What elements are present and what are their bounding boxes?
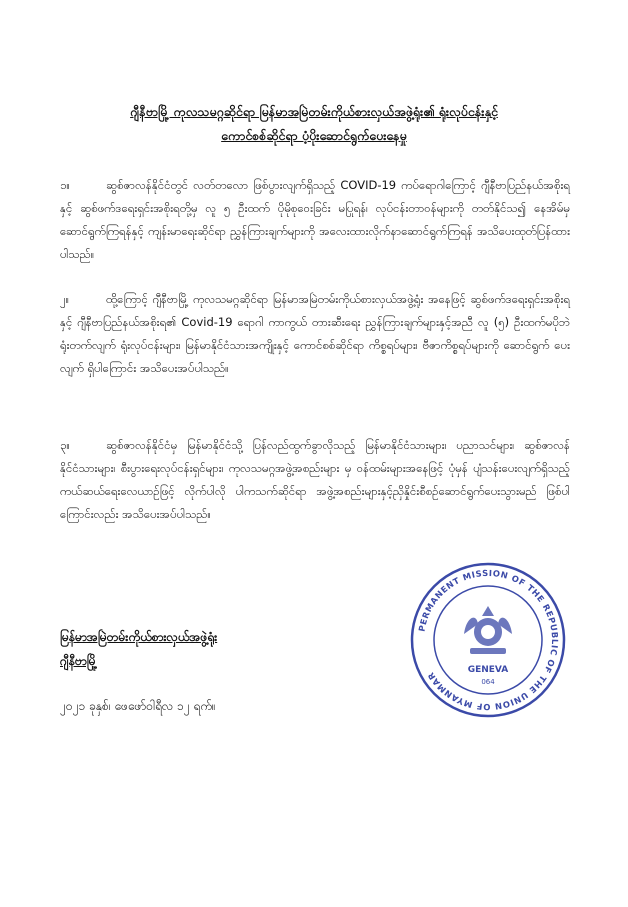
paragraph-number: ၁။ [60,178,70,192]
paragraph-text: ဆွစ်ဇာလန်နိုင်ငံမှ မြန်မာနိုင်ငံသို့ ပြန်လည်ထွက်ခွာလိုသည့် မြန်မာနိုင်ငံသားများ၊ ပညာသင်များ၊ ဆွစ်ဇာလန်နိုင်ငံသားများ၊ စီးပွားရေးလုပ်ငန်းရှင်များ၊ ကုလသမဂ္ဂအဖွဲ့အစည်းများ မှ ဝန်ထမ်းများအနေဖြင့် ပုံမှန် ပျံသန်းပေးလျက်ရှိသည့် ကယ်ဆယ်ရေးလေယာဉ်ဖြင့် လိုက်ပါလို ပါကသက်ဆိုင်ရာ အဖွဲ့အစည်းများနှင့်ညှိနှိုင်းစီစဉ်ဆောင်ရွက်ပေးသွားမည် ဖြစ်ပါကြောင်းလည်း အသိပေးအပ်ပါသည်။ [60,438,570,521]
official-seal [408,560,568,724]
title-line-1: ဂျီနီဗာမြို့ ကုလသမဂ္ဂဆိုင်ရာ မြန်မာအမြဲတမ်းကိုယ်စားလှယ်အဖွဲ့ရုံး၏ ရုံးလုပ်ငန်းနှင့် [130,104,498,119]
seal-stamp-icon [408,560,568,720]
paragraph-3 [60,434,570,526]
seal-city: GENEVA [467,665,509,675]
paragraph-text: ဆွစ်ဇာလန်နိုင်ငံတွင် လတ်တလော ဖြစ်ပွားလျက်ရှိသည့် COVID-19 ကပ်ရောဂါကြောင့် ဂျီနီဗာပြည်နယ်အစိုးရနှင့် ဆွစ်ဖက်ဒရေးရှင်းအစိုးရတို့မှ လူ ၅ ဦးထက် ပိုမိုစုဝေးခြင်း မပြုရန်၊ လုပ်ငန်းတာဝန်များကို တတ်နိုင်သ၍ နေအိမ်မှ ဆောင်ရွက်ကြရန်နှင့် ကျန်းမာရေးဆိုင်ရာ ညွှန်ကြားချက်များကို အလေးထားလိုက်နာဆောင်ရွက်ကြရန် အသိပေးထုတ်ပြန်ထားပါသည်။ [60,178,570,261]
signature-line-1: မြန်မာအမြဲတမ်းကိုယ်စားလှယ်အဖွဲ့ရုံး [60,630,218,644]
paragraph-1 [60,174,570,266]
paragraph-2 [60,288,570,380]
paragraph-number: ၂။ [60,292,70,306]
seal-number: 064 [481,678,495,686]
date-line: ၂၀၂၁ ခုနှစ်၊ ဖေဖော်ဝါရီလ ၁၂ ရက်။ [60,699,216,713]
title-line-2: ကောင်စစ်ဆိုင်ရာ ပံ့ပိုးဆောင်ရွက်ပေးနေမှု [221,128,407,143]
signature-line-2: ဂျီနီဗာမြို့ [60,654,98,668]
document-title [60,100,568,148]
paragraph-text: ထို့ကြောင့် ဂျီနီဗာမြို့ ကုလသမဂ္ဂဆိုင်ရာ မြန်မာအမြဲတမ်းကိုယ်စားလှယ်အဖွဲ့ရုံး အနေဖြင့် ဆွစ်ဖက်ဒရေးရှင်းအစိုးရနှင့် ဂျီနီဗာပြည်နယ်အစိုးရ၏ Covid-19 ရောဂါ ကာကွယ် တားဆီးရေး ညွှန်ကြားချက်များနှင့်အညီ လူ (၅) ဦးထက်မပိုဘဲ ရုံးတက်လျက် ရုံးလုပ်ငန်းများ၊ မြန်မာနိုင်ငံသားအကျိုးနှင့် ကောင်စစ်ဆိုင်ရာ ကိစ္စရပ်များ၊ ဗီဇာကိစ္စရပ်များကို ဆောင်ရွက် ပေးလျက် ရှိပါကြောင်း အသိပေးအပ်ပါသည်။ [60,292,570,375]
seal-text: PERMANENT MISSION OF THE REPUBLIC OF THE UNION OF MYANMAR [416,567,561,713]
paragraph-number: ၃။ [60,438,70,452]
